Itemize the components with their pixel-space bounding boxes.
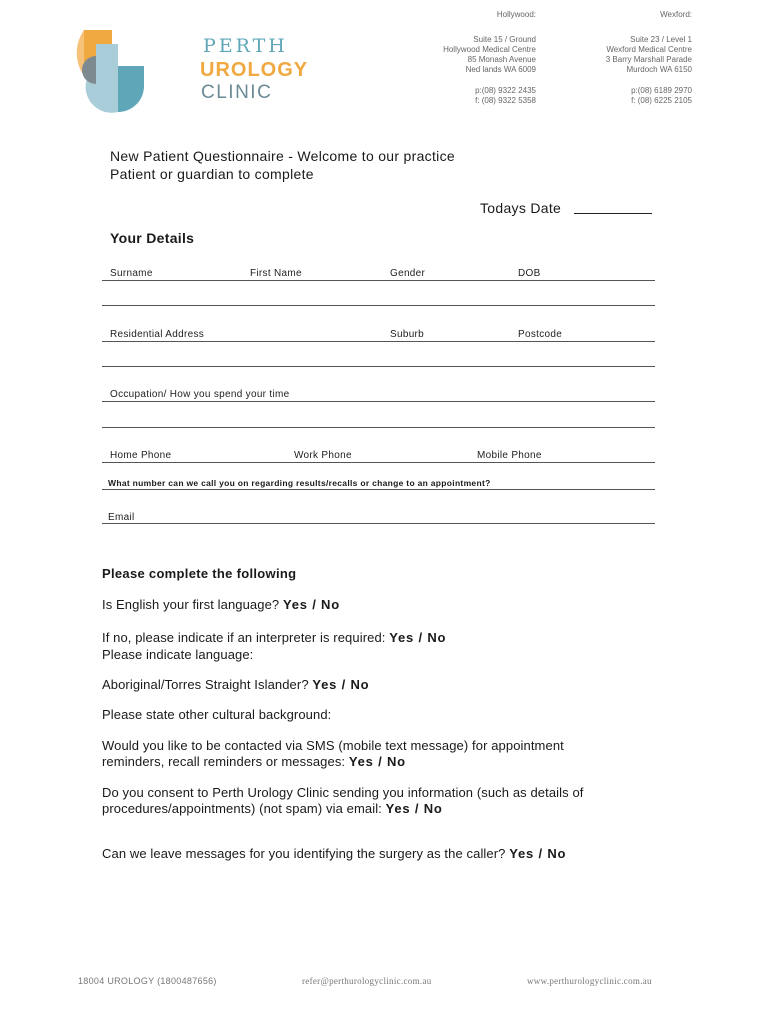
wexford-address [580,10,692,106]
name-input-line[interactable] [102,305,655,328]
phone-row-line[interactable] [102,462,655,463]
question-english-text: Is English your first language? [102,597,283,612]
todays-date-label: Todays Date [480,200,562,216]
hollywood-fax: f: (08) 9322 5358 [475,96,536,105]
hollywood-line4: Ned lands WA 6009 [465,65,536,74]
question-interpreter [102,630,446,646]
footer-email[interactable]: refer@perthurologyclinic.com.au [302,976,432,986]
question-aboriginal-text: Aboriginal/Torres Straight Islander? [102,677,313,692]
contact-number-line[interactable] [102,489,655,490]
questions-heading: Please complete the following [102,566,297,581]
surname-label: Surname [110,268,153,279]
interpreter-yes[interactable]: Yes [389,630,415,645]
footer-phone: 18004 UROLOGY (1800487656) [78,976,217,986]
occupation-input-line[interactable] [102,427,655,450]
email-consent-sep: / [410,801,424,816]
question-email-consent-text: procedures/appointments) (not spam) via email: [102,801,386,816]
sms-yes[interactable]: Yes [348,754,374,769]
postcode-label: Postcode [518,329,563,340]
question-aboriginal [102,677,369,693]
interpreter-no[interactable]: No [427,630,447,645]
messages-yes[interactable]: Yes [509,846,535,861]
hollywood-line2: Hollywood Medical Centre [443,45,536,54]
email-input-line[interactable] [102,523,655,524]
question-email-consent [102,801,443,817]
hollywood-phone: p:(08) 9322 2435 [475,86,536,95]
question-sms [102,754,406,770]
hollywood-line1: Suite 15 / Ground [473,35,536,44]
hollywood-name: Hollywood: [496,10,536,19]
messages-sep: / [534,846,548,861]
occupation-label: Occupation/ How you spend your time [110,389,290,400]
footer-website[interactable]: www.perthurologyclinic.com.au [527,976,652,986]
sms-sep: / [373,754,387,769]
question-interpreter-text: If no, please indicate if an interpreter is required: [102,630,390,645]
name-row-line [102,280,655,281]
brand-urology: UROLOGY [200,59,309,81]
messages-no[interactable]: No [547,846,567,861]
english-yes[interactable]: Yes [282,597,308,612]
work-phone-label: Work Phone [294,450,352,461]
address-row-line [102,341,655,342]
wexford-line4: Murdoch WA 6150 [626,65,692,74]
english-no[interactable]: No [321,597,340,612]
email-consent-yes[interactable]: Yes [385,801,411,816]
email-consent-no[interactable]: No [423,801,443,816]
hollywood-address [420,10,536,106]
wexford-fax: f: (08) 6225 2105 [631,96,692,105]
mobile-phone-label: Mobile Phone [477,450,542,461]
question-messages-text: Can we leave messages for you identifying the surgery as the caller? [102,846,510,861]
your-details-heading: Your Details [110,230,195,246]
hollywood-line3: 85 Monash Avenue [467,55,536,64]
contact-number-note: What number can we call you on regarding results/recalls or change to an appointment? [108,478,491,488]
wexford-line1: Suite 23 / Level 1 [630,35,692,44]
todays-date-field[interactable] [574,213,652,214]
question-sms-text: reminders, recall reminders or messages: [102,754,349,769]
dob-label: DOB [518,268,541,279]
email-label: Email [108,512,135,523]
sms-no[interactable]: No [386,754,406,769]
page-subtitle: Patient or guardian to complete [110,166,314,182]
home-phone-label: Home Phone [110,450,172,461]
aboriginal-sep: / [337,677,351,692]
wexford-phone: p:(08) 6189 2970 [631,86,692,95]
suburb-label: Suburb [390,329,425,340]
occupation-row-line [102,401,655,402]
english-sep: / [307,597,322,612]
address-input-line[interactable] [102,366,655,389]
brand-clinic: CLINIC [201,82,273,103]
question-messages [102,846,566,862]
first-name-label: First Name [250,268,302,279]
aboriginal-yes[interactable]: Yes [312,677,338,692]
question-sms-line1: Would you like to be contacted via SMS (mobile text message) for appointment [102,738,564,753]
wexford-line2: Wexford Medical Centre [606,45,692,54]
question-cultural: Please state other cultural background: [102,707,332,722]
aboriginal-no[interactable]: No [350,677,370,692]
brand-perth: PERTH [203,35,288,57]
gender-label: Gender [390,268,426,279]
clinic-logo-mark [58,26,178,114]
wexford-line3: 3 Barry Marshall Parade [605,55,692,64]
address-label: Residential Address [110,329,205,340]
question-email-consent-line1: Do you consent to Perth Urology Clinic sending you information (such as details of [102,785,584,800]
page-title: New Patient Questionnaire - Welcome to our practice [110,148,455,164]
question-english [102,597,340,613]
wexford-name: Wexford: [660,10,692,19]
question-language: Please indicate language: [102,647,254,662]
interpreter-sep: / [414,630,428,645]
